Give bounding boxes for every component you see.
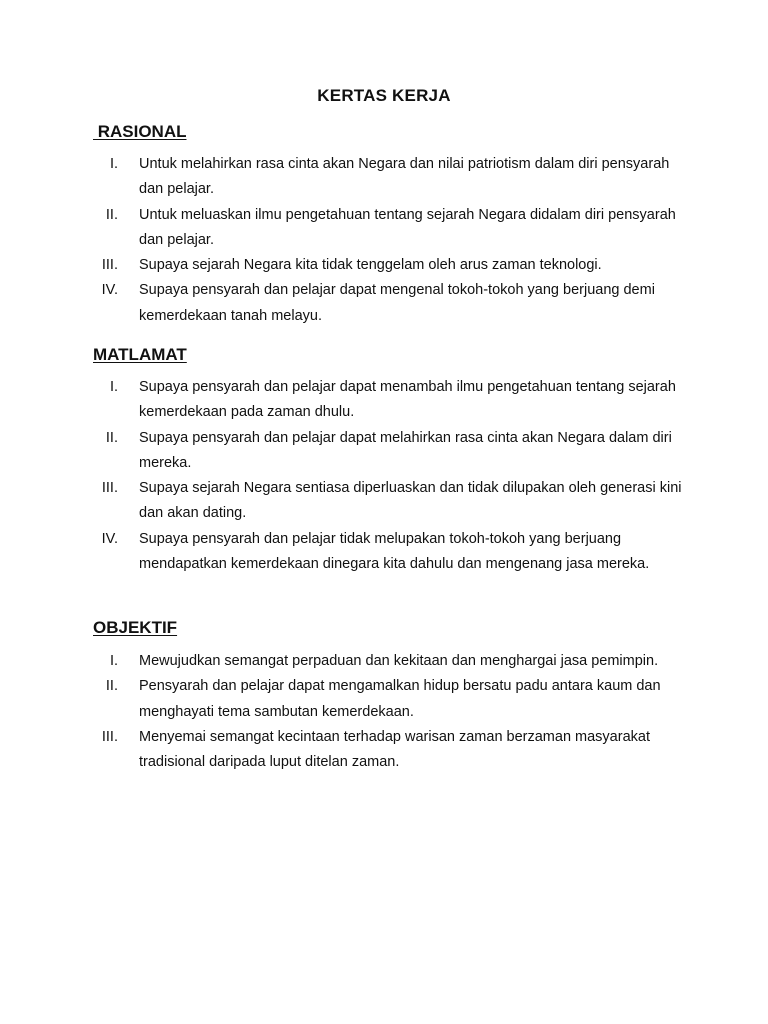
list-item-text: Supaya pensyarah dan pelajar dapat menambah ilmu pengetahuan tentang sejarah kemerdekaan pada zaman dhulu. [139,379,676,421]
list-item [0,278,768,329]
list-item-text: Supaya sejarah Negara kita tidak tenggelam oleh arus zaman teknologi. [139,257,602,274]
list-numeral: II. [105,206,118,223]
document-title: KERTAS KERJA [317,86,451,105]
list-objektif [0,649,768,775]
list-item [0,375,768,426]
list-item [0,426,768,477]
list-item [0,649,768,674]
list-rasional [0,152,768,329]
list-item-text: Untuk meluaskan ilmu pengetahuan tentang sejarah Negara didalam diri pensyarah dan pelajar. [139,206,676,248]
list-numeral: I. [109,156,118,172]
list-item [0,152,768,203]
list-numeral: IV. [101,530,118,547]
list-numeral: II. [105,429,118,446]
list-item [0,476,768,527]
list-item-text: Pensyarah dan pelajar dapat mengamalkan hidup bersatu padu antara kaum dan menghayati tema sambutan kemerdekaan. [139,678,661,720]
list-numeral: III. [101,728,118,745]
list-item [0,674,768,725]
section-heading-rasional: RASIONAL [93,122,187,141]
list-item-text: Supaya pensyarah dan pelajar dapat mengenal tokoh-tokoh yang berjuang demi kemerdekaan tanah melayu. [139,282,655,324]
list-item [0,527,768,578]
list-item-text: Supaya pensyarah dan pelajar tidak melupakan tokoh-tokoh yang berjuang mendapatkan kemerdekaan dinegara kita dahulu dan mengenang jasa mereka. [139,530,650,573]
section-heading-objektif: OBJEKTIF [93,618,178,637]
list-numeral: II. [105,678,118,695]
list-numeral: III. [101,480,118,497]
list-item-text: Supaya sejarah Negara sentiasa diperluaskan dan tidak dilupakan oleh generasi kini dan akan dating. [139,480,682,522]
section-heading-matlamat: MATLAMAT [93,345,187,364]
list-numeral: III. [101,257,118,274]
list-item [0,725,768,776]
list-item-text: Menyemai semangat kecintaan terhadap warisan zaman berzaman masyarakat tradisional daripada luput ditelan zaman. [139,728,650,771]
list-item [0,203,768,254]
list-item-text: Untuk melahirkan rasa cinta akan Negara dan nilai patriotism dalam diri pensyarah dan pelajar. [139,156,670,198]
list-item-text: Supaya pensyarah dan pelajar dapat melahirkan rasa cinta akan Negara dalam diri mereka. [139,429,672,471]
list-numeral: IV. [101,282,118,299]
list-numeral: I. [109,653,118,669]
list-matlamat [0,375,768,577]
list-item [0,253,768,278]
list-numeral: I. [109,379,118,395]
list-item-text: Mewujudkan semangat perpaduan dan kekitaan dan menghargai jasa pemimpin. [139,653,659,669]
